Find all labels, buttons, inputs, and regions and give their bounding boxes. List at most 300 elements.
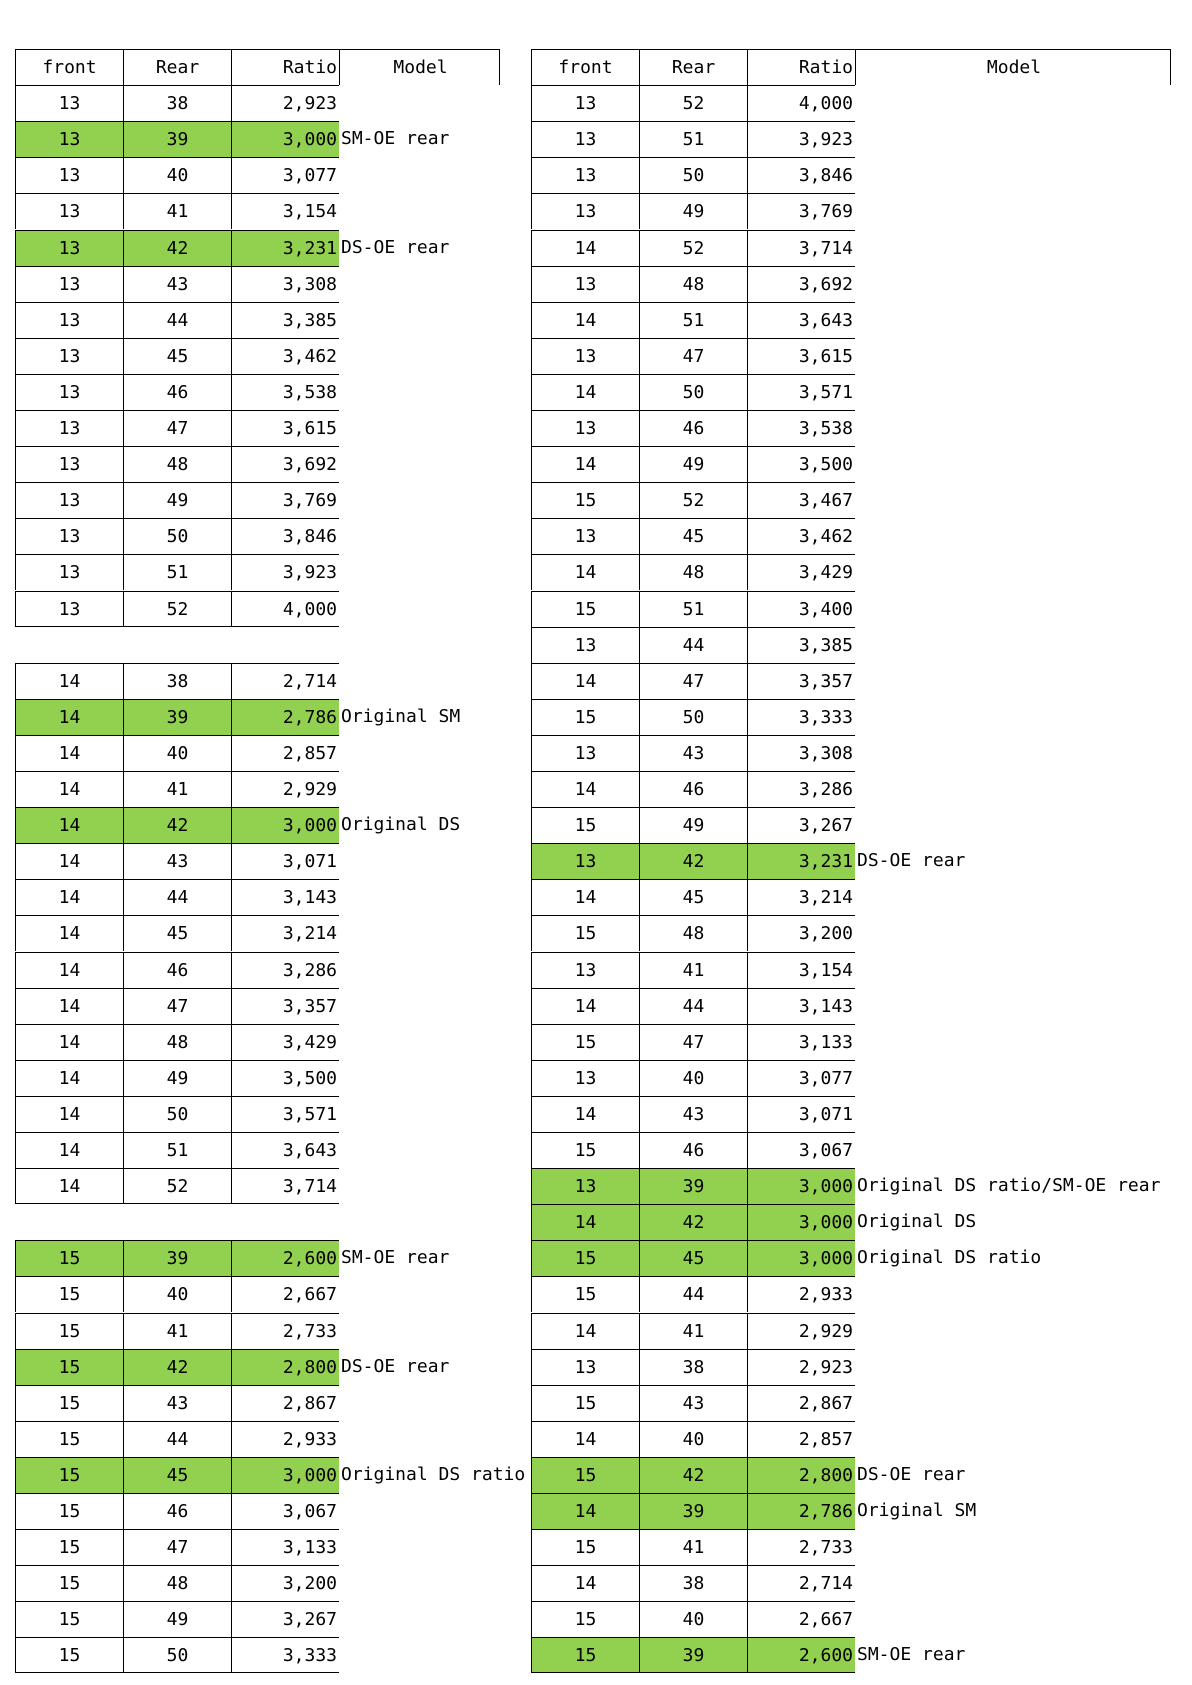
table-row [15, 554, 500, 590]
table-row [531, 735, 1171, 771]
cell-rear: 46 [123, 374, 231, 410]
cell-model [855, 1024, 1171, 1060]
cell-front: 14 [15, 1132, 123, 1168]
cell-front: 15 [531, 1024, 639, 1060]
cell-rear: 41 [639, 952, 747, 988]
cell-ratio: 3,200 [747, 915, 855, 951]
cell-model [855, 518, 1171, 554]
cell-front: 14 [15, 807, 123, 843]
cell-model [855, 699, 1171, 735]
cell-model [855, 663, 1171, 699]
table-row [531, 1385, 1171, 1421]
cell-model [339, 410, 500, 446]
cell-rear: 50 [639, 157, 747, 193]
cell-front: 14 [531, 554, 639, 590]
cell-ratio: 2,929 [747, 1313, 855, 1349]
cell-rear: 52 [639, 482, 747, 518]
table-header-row [531, 49, 1171, 85]
cell-rear: 42 [639, 1457, 747, 1493]
cell-rear: 41 [123, 1313, 231, 1349]
cell-model: DS-OE rear [341, 1355, 450, 1377]
cell-front: 15 [15, 1240, 123, 1276]
cell-ratio: 3,067 [747, 1132, 855, 1168]
cell-ratio: 3,643 [747, 302, 855, 338]
cell-rear: 43 [639, 1096, 747, 1132]
cell-model [339, 1493, 500, 1529]
cell-front: 15 [15, 1601, 123, 1637]
cell-rear: 47 [639, 1024, 747, 1060]
cell-front: 15 [15, 1529, 123, 1565]
cell-model [855, 302, 1171, 338]
cell-model [855, 879, 1171, 915]
cell-ratio: 3,333 [747, 699, 855, 735]
table-row [531, 1565, 1171, 1601]
cell-front: 14 [531, 663, 639, 699]
table-row [531, 627, 1171, 663]
cell-rear: 52 [639, 85, 747, 121]
cell-ratio: 2,857 [747, 1421, 855, 1457]
table-row [15, 410, 500, 446]
cell-model [339, 771, 500, 807]
cell-front: 13 [531, 157, 639, 193]
cell-rear: 52 [639, 230, 747, 266]
table-row [531, 807, 1171, 843]
cell-rear: 40 [639, 1601, 747, 1637]
table-row [15, 663, 500, 699]
cell-ratio: 2,714 [747, 1565, 855, 1601]
cell-ratio: 3,000 [747, 1204, 855, 1240]
cell-front: 14 [15, 1168, 123, 1204]
cell-rear: 40 [123, 157, 231, 193]
cell-model: Original DS ratio/SM-OE rear [857, 1175, 1161, 1197]
cell-rear: 44 [123, 1421, 231, 1457]
table-row [15, 302, 500, 338]
table-row [531, 1096, 1171, 1132]
cell-model [339, 1385, 500, 1421]
table-row [531, 1457, 1171, 1493]
cell-model [339, 446, 500, 482]
cell-ratio: 3,846 [747, 157, 855, 193]
cell-rear: 45 [639, 1240, 747, 1276]
cell-ratio: 3,714 [747, 230, 855, 266]
cell-rear: 50 [639, 374, 747, 410]
cell-ratio: 3,267 [231, 1601, 339, 1637]
cell-model [855, 1421, 1171, 1457]
cell-ratio: 3,286 [747, 771, 855, 807]
cell-ratio: 3,538 [231, 374, 339, 410]
cell-front: 13 [531, 952, 639, 988]
cell-ratio: 3,077 [747, 1060, 855, 1096]
cell-ratio: 2,786 [747, 1493, 855, 1529]
table-row [531, 266, 1171, 302]
cell-rear: 46 [639, 1132, 747, 1168]
table-row [531, 915, 1171, 951]
cell-front: 13 [531, 518, 639, 554]
cell-front: 13 [531, 193, 639, 229]
cell-front: 13 [15, 302, 123, 338]
cell-rear: 40 [639, 1060, 747, 1096]
cell-front: 14 [15, 771, 123, 807]
cell-rear: 38 [639, 1565, 747, 1601]
cell-model [339, 482, 500, 518]
header-ratio: Ratio [231, 49, 339, 85]
cell-ratio: 3,357 [231, 988, 339, 1024]
table-row [531, 663, 1171, 699]
cell-ratio: 3,000 [231, 807, 339, 843]
cell-model [855, 591, 1171, 627]
cell-rear: 44 [123, 879, 231, 915]
cell-model [855, 1529, 1171, 1565]
cell-ratio: 3,923 [231, 554, 339, 590]
table-row [15, 1060, 500, 1096]
cell-ratio: 2,800 [231, 1349, 339, 1385]
cell-front: 15 [531, 591, 639, 627]
cell-front: 13 [15, 446, 123, 482]
table-row [531, 1313, 1171, 1349]
cell-front: 13 [15, 157, 123, 193]
cell-ratio: 3,333 [231, 1637, 339, 1673]
cell-rear: 46 [123, 1493, 231, 1529]
cell-ratio: 3,143 [231, 879, 339, 915]
cell-ratio: 3,000 [231, 121, 339, 157]
cell-ratio: 3,067 [231, 1493, 339, 1529]
cell-model: Original DS ratio [341, 1463, 526, 1485]
cell-ratio: 3,385 [231, 302, 339, 338]
cell-rear: 51 [639, 591, 747, 627]
table-row [531, 85, 1171, 121]
table-row [15, 1313, 500, 1349]
table-row [15, 1601, 500, 1637]
table-row [15, 1385, 500, 1421]
cell-ratio: 2,933 [231, 1421, 339, 1457]
table-row [531, 374, 1171, 410]
cell-front: 13 [15, 482, 123, 518]
cell-front: 15 [15, 1421, 123, 1457]
table-row [531, 843, 1171, 879]
cell-ratio: 3,467 [747, 482, 855, 518]
cell-rear: 46 [639, 410, 747, 446]
table-row [531, 121, 1171, 157]
cell-ratio: 3,500 [231, 1060, 339, 1096]
cell-model [339, 1601, 500, 1637]
table-row [531, 1132, 1171, 1168]
cell-rear: 40 [123, 1276, 231, 1312]
cell-model [855, 952, 1171, 988]
cell-rear: 51 [639, 302, 747, 338]
table-row [15, 1637, 500, 1673]
cell-model: DS-OE rear [857, 850, 966, 872]
cell-front: 15 [531, 1132, 639, 1168]
cell-ratio: 2,733 [231, 1313, 339, 1349]
right-sorted-ratio-table [531, 49, 1171, 1681]
cell-front: 13 [15, 374, 123, 410]
cell-ratio: 3,000 [747, 1240, 855, 1276]
table-row [531, 988, 1171, 1024]
cell-ratio: 3,357 [747, 663, 855, 699]
cell-front: 13 [531, 338, 639, 374]
cell-model [855, 193, 1171, 229]
cell-model [339, 663, 500, 699]
cell-ratio: 3,200 [231, 1565, 339, 1601]
cell-ratio: 3,286 [231, 952, 339, 988]
cell-ratio: 3,143 [747, 988, 855, 1024]
cell-rear: 49 [639, 807, 747, 843]
left-ratio-table [15, 49, 526, 1681]
cell-rear: 48 [123, 1024, 231, 1060]
cell-front: 14 [15, 699, 123, 735]
cell-front: 14 [531, 446, 639, 482]
cell-rear: 41 [123, 771, 231, 807]
cell-front: 14 [531, 988, 639, 1024]
cell-ratio: 2,600 [747, 1637, 855, 1673]
cell-front: 13 [531, 627, 639, 663]
cell-model [339, 1313, 500, 1349]
cell-rear: 50 [123, 1637, 231, 1673]
cell-front: 13 [531, 843, 639, 879]
cell-ratio: 3,071 [231, 843, 339, 879]
cell-front: 13 [531, 121, 639, 157]
cell-ratio: 3,133 [231, 1529, 339, 1565]
cell-model [855, 410, 1171, 446]
cell-rear: 47 [123, 1529, 231, 1565]
table-row [15, 1421, 500, 1457]
cell-ratio: 3,308 [231, 266, 339, 302]
cell-rear: 40 [639, 1421, 747, 1457]
table-row [531, 554, 1171, 590]
cell-model [855, 230, 1171, 266]
table-row [15, 1096, 500, 1132]
cell-front: 13 [531, 735, 639, 771]
cell-model [339, 374, 500, 410]
cell-model [855, 266, 1171, 302]
cell-ratio: 2,667 [747, 1601, 855, 1637]
cell-rear: 52 [123, 1168, 231, 1204]
cell-model [339, 1565, 500, 1601]
cell-rear: 43 [123, 266, 231, 302]
table-row [15, 771, 500, 807]
header-model: Model [855, 49, 1171, 85]
table-row [531, 157, 1171, 193]
cell-front: 14 [531, 374, 639, 410]
cell-front: 15 [531, 1385, 639, 1421]
cell-model [855, 482, 1171, 518]
header-front: front [15, 49, 123, 85]
cell-rear: 44 [639, 1276, 747, 1312]
cell-rear: 49 [123, 1601, 231, 1637]
cell-model [855, 915, 1171, 951]
cell-rear: 44 [639, 988, 747, 1024]
cell-ratio: 3,846 [231, 518, 339, 554]
table-row [15, 735, 500, 771]
cell-front: 14 [15, 663, 123, 699]
cell-ratio: 3,615 [231, 410, 339, 446]
table-row [15, 1349, 500, 1385]
cell-front: 14 [531, 230, 639, 266]
cell-model [339, 554, 500, 590]
cell-front: 14 [531, 1204, 639, 1240]
cell-rear: 38 [123, 85, 231, 121]
table-row [531, 1024, 1171, 1060]
table-row [15, 988, 500, 1024]
cell-model [855, 85, 1171, 121]
cell-front: 14 [15, 1096, 123, 1132]
cell-model [339, 1132, 500, 1168]
cell-model [855, 446, 1171, 482]
cell-rear: 39 [639, 1637, 747, 1673]
table-row [531, 1349, 1171, 1385]
cell-front: 14 [15, 879, 123, 915]
cell-front: 13 [531, 1168, 639, 1204]
cell-rear: 46 [639, 771, 747, 807]
table-row [531, 446, 1171, 482]
table-row [15, 591, 500, 627]
table-row [531, 1168, 1171, 1204]
cell-ratio: 3,308 [747, 735, 855, 771]
cell-front: 14 [531, 302, 639, 338]
cell-ratio: 2,867 [231, 1385, 339, 1421]
cell-ratio: 3,214 [231, 915, 339, 951]
cell-front: 14 [15, 1060, 123, 1096]
cell-front: 15 [531, 915, 639, 951]
cell-model: SM-OE rear [341, 128, 450, 150]
table-row [15, 338, 500, 374]
cell-model [855, 627, 1171, 663]
cell-ratio: 3,133 [747, 1024, 855, 1060]
cell-model [855, 771, 1171, 807]
cell-ratio: 2,800 [747, 1457, 855, 1493]
cell-rear: 42 [123, 1349, 231, 1385]
cell-ratio: 3,769 [747, 193, 855, 229]
table-row [15, 843, 500, 879]
cell-rear: 41 [123, 193, 231, 229]
cell-ratio: 2,786 [231, 699, 339, 735]
table-row [531, 1276, 1171, 1312]
cell-model [855, 1349, 1171, 1385]
cell-ratio: 2,733 [747, 1529, 855, 1565]
cell-ratio: 4,000 [231, 591, 339, 627]
cell-rear: 48 [123, 446, 231, 482]
cell-model [855, 554, 1171, 590]
cell-rear: 39 [639, 1168, 747, 1204]
cell-ratio: 2,933 [747, 1276, 855, 1312]
cell-front: 15 [15, 1349, 123, 1385]
cell-rear: 49 [123, 1060, 231, 1096]
cell-ratio: 3,923 [747, 121, 855, 157]
cell-model [339, 157, 500, 193]
cell-rear: 49 [639, 193, 747, 229]
cell-front: 14 [15, 952, 123, 988]
table-row [15, 1493, 500, 1529]
header-model: Model [339, 49, 500, 85]
cell-rear: 48 [639, 915, 747, 951]
header-ratio: Ratio [747, 49, 855, 85]
cell-front: 15 [531, 1529, 639, 1565]
cell-rear: 48 [639, 554, 747, 590]
cell-model [855, 1096, 1171, 1132]
table-row [531, 1601, 1171, 1637]
cell-front: 14 [531, 1493, 639, 1529]
cell-rear: 38 [123, 663, 231, 699]
cell-model [339, 302, 500, 338]
cell-model [339, 518, 500, 554]
cell-model [855, 338, 1171, 374]
cell-ratio: 3,231 [747, 843, 855, 879]
table-row [15, 1024, 500, 1060]
table-row [15, 518, 500, 554]
cell-model [339, 1637, 500, 1673]
cell-ratio: 3,071 [747, 1096, 855, 1132]
table-row [531, 1060, 1171, 1096]
cell-ratio: 3,231 [231, 230, 339, 266]
cell-model [855, 121, 1171, 157]
cell-rear: 51 [639, 121, 747, 157]
cell-front: 15 [15, 1313, 123, 1349]
cell-model: Original SM [857, 1500, 977, 1521]
cell-model [855, 735, 1171, 771]
table-row [531, 410, 1171, 446]
cell-ratio: 3,692 [231, 446, 339, 482]
cell-front: 14 [15, 843, 123, 879]
table-row [15, 482, 500, 518]
cell-model [339, 952, 500, 988]
table-row [531, 1637, 1171, 1673]
cell-rear: 40 [123, 735, 231, 771]
cell-model [855, 157, 1171, 193]
cell-model: Original DS [857, 1211, 977, 1233]
cell-front: 13 [531, 85, 639, 121]
cell-rear: 47 [639, 663, 747, 699]
cell-rear: 44 [639, 627, 747, 663]
cell-rear: 42 [639, 1204, 747, 1240]
cell-model: SM-OE rear [857, 1644, 966, 1666]
cell-front: 14 [15, 915, 123, 951]
table-row [531, 193, 1171, 229]
cell-ratio: 3,615 [747, 338, 855, 374]
cell-rear: 47 [639, 338, 747, 374]
table-row [15, 1240, 500, 1276]
table-row [15, 1529, 500, 1565]
table-row [531, 302, 1171, 338]
cell-front: 14 [531, 1421, 639, 1457]
table-row [531, 338, 1171, 374]
cell-front: 13 [531, 1349, 639, 1385]
cell-ratio: 3,500 [747, 446, 855, 482]
cell-front: 15 [531, 1276, 639, 1312]
table-row [15, 121, 500, 157]
cell-ratio: 3,643 [231, 1132, 339, 1168]
cell-model: Original DS ratio [857, 1247, 1042, 1269]
cell-model [855, 1276, 1171, 1312]
cell-front: 13 [15, 554, 123, 590]
cell-ratio: 2,714 [231, 663, 339, 699]
cell-model [339, 338, 500, 374]
cell-model [339, 266, 500, 302]
cell-ratio: 3,154 [747, 952, 855, 988]
cell-front: 15 [15, 1565, 123, 1601]
cell-rear: 44 [123, 302, 231, 338]
cell-model [339, 1168, 500, 1204]
cell-rear: 45 [639, 518, 747, 554]
cell-ratio: 2,867 [747, 1385, 855, 1421]
table-row [15, 157, 500, 193]
cell-rear: 39 [639, 1493, 747, 1529]
table-row [15, 879, 500, 915]
table-row [15, 446, 500, 482]
cell-rear: 50 [639, 699, 747, 735]
cell-front: 13 [15, 193, 123, 229]
cell-rear: 42 [123, 230, 231, 266]
table-row [15, 230, 500, 266]
